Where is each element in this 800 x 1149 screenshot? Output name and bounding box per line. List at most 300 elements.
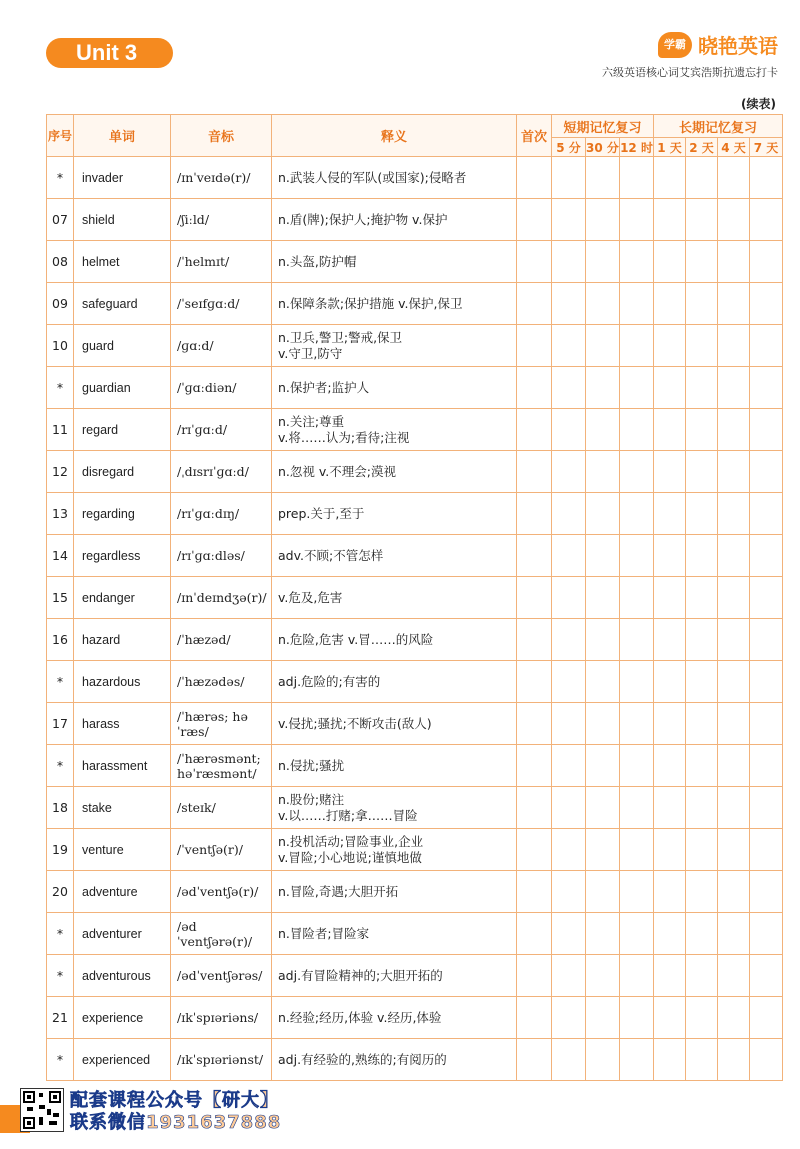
- row-seq: 11: [47, 409, 74, 451]
- check-2day[interactable]: [686, 493, 718, 535]
- check-30min[interactable]: [586, 577, 620, 619]
- check-4day[interactable]: [718, 325, 750, 367]
- check-7day[interactable]: [750, 535, 783, 577]
- check-2day[interactable]: [686, 955, 718, 997]
- table-row: [47, 199, 783, 241]
- table-row: [47, 619, 783, 661]
- check-first[interactable]: [517, 409, 552, 451]
- check-30min[interactable]: [586, 1039, 620, 1081]
- check-12h[interactable]: [620, 199, 654, 241]
- check-12h[interactable]: [620, 913, 654, 955]
- row-seq: *: [47, 367, 74, 409]
- check-5min[interactable]: [552, 745, 586, 787]
- check-12h[interactable]: [620, 367, 654, 409]
- check-first[interactable]: [517, 703, 552, 745]
- check-12h[interactable]: [620, 871, 654, 913]
- header-30min: 30 分: [586, 138, 620, 157]
- promo-line-2: 联系微信1931637888: [70, 1112, 282, 1133]
- check-4day[interactable]: [718, 661, 750, 703]
- table-row: [47, 997, 783, 1039]
- check-7day[interactable]: [750, 787, 783, 829]
- check-7day[interactable]: [750, 1039, 783, 1081]
- check-4day[interactable]: [718, 577, 750, 619]
- check-7day[interactable]: [750, 241, 783, 283]
- header-long-term: 长期记忆复习: [654, 115, 783, 138]
- check-1day[interactable]: [654, 325, 686, 367]
- table-row: [47, 409, 783, 451]
- row-seq: 20: [47, 871, 74, 913]
- check-4day[interactable]: [718, 871, 750, 913]
- check-1day[interactable]: [654, 577, 686, 619]
- check-5min[interactable]: [552, 199, 586, 241]
- check-first[interactable]: [517, 157, 552, 199]
- check-first[interactable]: [517, 325, 552, 367]
- check-first[interactable]: [517, 199, 552, 241]
- check-30min[interactable]: [586, 703, 620, 745]
- check-2day[interactable]: [686, 829, 718, 871]
- check-7day[interactable]: [750, 577, 783, 619]
- check-1day[interactable]: [654, 367, 686, 409]
- check-12h[interactable]: [620, 745, 654, 787]
- table-row: [47, 661, 783, 703]
- meaning-line: n.卫兵,警卫;警戒,保卫: [278, 329, 403, 345]
- row-meaning: [272, 157, 517, 199]
- check-1day[interactable]: [654, 661, 686, 703]
- header-first: 首次: [517, 115, 552, 157]
- row-meaning: [272, 871, 517, 913]
- table-row: [47, 913, 783, 955]
- check-first[interactable]: [517, 451, 552, 493]
- check-1day[interactable]: [654, 283, 686, 325]
- check-4day[interactable]: [718, 619, 750, 661]
- check-30min[interactable]: [586, 409, 620, 451]
- row-word: experienced: [74, 1039, 171, 1081]
- check-1day[interactable]: [654, 1039, 686, 1081]
- brand-name: 晓艳英语: [698, 34, 778, 58]
- row-phonetic: /ʃiːld/: [171, 199, 272, 241]
- table-row: [47, 871, 783, 913]
- row-word: guardian: [74, 367, 171, 409]
- header-word: 单词: [74, 115, 171, 157]
- check-2day[interactable]: [686, 703, 718, 745]
- check-2day[interactable]: [686, 745, 718, 787]
- check-2day[interactable]: [686, 871, 718, 913]
- check-5min[interactable]: [552, 619, 586, 661]
- promo-text: [70, 1090, 281, 1134]
- table-row: [47, 157, 783, 199]
- row-seq: 14: [47, 535, 74, 577]
- check-2day[interactable]: [686, 199, 718, 241]
- check-first[interactable]: [517, 745, 552, 787]
- check-2day[interactable]: [686, 409, 718, 451]
- check-7day[interactable]: [750, 157, 783, 199]
- row-seq: 21: [47, 997, 74, 1039]
- row-meaning: [272, 913, 517, 955]
- row-phonetic: /ˈventʃə(r)/: [171, 829, 272, 871]
- meaning-line: n.保障条款;保护措施 v.保护,保卫: [278, 295, 463, 311]
- brand: [658, 30, 778, 59]
- row-word: guard: [74, 325, 171, 367]
- check-12h[interactable]: [620, 157, 654, 199]
- row-word: disregard: [74, 451, 171, 493]
- check-5min[interactable]: [552, 829, 586, 871]
- check-4day[interactable]: [718, 367, 750, 409]
- row-word: helmet: [74, 241, 171, 283]
- check-2day[interactable]: [686, 913, 718, 955]
- check-2day[interactable]: [686, 283, 718, 325]
- check-5min[interactable]: [552, 325, 586, 367]
- row-seq: 16: [47, 619, 74, 661]
- row-phonetic: /rɪˈɡɑːdləs/: [171, 535, 272, 577]
- check-1day[interactable]: [654, 787, 686, 829]
- check-12h[interactable]: [620, 787, 654, 829]
- check-30min[interactable]: [586, 493, 620, 535]
- check-7day[interactable]: [750, 661, 783, 703]
- meaning-line: n.危险,危害 v.冒……的风险: [278, 631, 434, 647]
- row-meaning: [272, 493, 517, 535]
- check-1day[interactable]: [654, 619, 686, 661]
- check-12h[interactable]: [620, 661, 654, 703]
- row-seq: 15: [47, 577, 74, 619]
- check-7day[interactable]: [750, 493, 783, 535]
- meaning-line: n.忽视 v.不理会;漠视: [278, 463, 396, 479]
- check-2day[interactable]: [686, 325, 718, 367]
- check-30min[interactable]: [586, 787, 620, 829]
- check-12h[interactable]: [620, 577, 654, 619]
- table-row: [47, 955, 783, 997]
- check-first[interactable]: [517, 1039, 552, 1081]
- row-meaning: [272, 661, 517, 703]
- check-5min[interactable]: [552, 367, 586, 409]
- row-word: endanger: [74, 577, 171, 619]
- check-4day[interactable]: [718, 241, 750, 283]
- check-first[interactable]: [517, 871, 552, 913]
- check-2day[interactable]: [686, 157, 718, 199]
- check-30min[interactable]: [586, 619, 620, 661]
- row-seq: 13: [47, 493, 74, 535]
- row-phonetic: /ɪkˈspɪəriənst/: [171, 1039, 272, 1081]
- header-short-term: 短期记忆复习: [552, 115, 654, 138]
- check-first[interactable]: [517, 829, 552, 871]
- check-4day[interactable]: [718, 283, 750, 325]
- row-phonetic: /rɪˈɡɑːdɪŋ/: [171, 493, 272, 535]
- check-1day[interactable]: [654, 493, 686, 535]
- check-30min[interactable]: [586, 535, 620, 577]
- check-first[interactable]: [517, 241, 552, 283]
- check-7day[interactable]: [750, 619, 783, 661]
- check-4day[interactable]: [718, 955, 750, 997]
- row-phonetic: /ɡɑːd/: [171, 325, 272, 367]
- row-word: invader: [74, 157, 171, 199]
- check-first[interactable]: [517, 619, 552, 661]
- check-1day[interactable]: [654, 829, 686, 871]
- row-phonetic: /ˈhelmɪt/: [171, 241, 272, 283]
- check-7day[interactable]: [750, 451, 783, 493]
- row-seq: 18: [47, 787, 74, 829]
- meaning-line: prep.关于,至于: [278, 505, 365, 521]
- promo-line-1: 配套课程公众号【研大】: [70, 1090, 279, 1111]
- check-30min[interactable]: [586, 745, 620, 787]
- check-4day[interactable]: [718, 493, 750, 535]
- check-12h[interactable]: [620, 451, 654, 493]
- row-seq: *: [47, 745, 74, 787]
- check-30min[interactable]: [586, 283, 620, 325]
- table-row: [47, 493, 783, 535]
- check-2day[interactable]: [686, 661, 718, 703]
- row-meaning: [272, 745, 517, 787]
- check-12h[interactable]: [620, 493, 654, 535]
- check-first[interactable]: [517, 913, 552, 955]
- check-1day[interactable]: [654, 535, 686, 577]
- check-2day[interactable]: [686, 367, 718, 409]
- row-seq: *: [47, 955, 74, 997]
- check-1day[interactable]: [654, 157, 686, 199]
- check-1day[interactable]: [654, 913, 686, 955]
- check-4day[interactable]: [718, 829, 750, 871]
- meaning-line: n.盾(牌);保护人;掩护物 v.保护: [278, 211, 448, 227]
- check-12h[interactable]: [620, 409, 654, 451]
- row-seq: 12: [47, 451, 74, 493]
- meaning-line: v.侵扰;骚扰;不断攻击(敌人): [278, 715, 432, 731]
- check-1day[interactable]: [654, 451, 686, 493]
- check-7day[interactable]: [750, 409, 783, 451]
- check-7day[interactable]: [750, 745, 783, 787]
- check-5min[interactable]: [552, 451, 586, 493]
- meaning-line: n.关注;尊重: [278, 413, 345, 429]
- check-1day[interactable]: [654, 703, 686, 745]
- check-5min[interactable]: [552, 955, 586, 997]
- check-2day[interactable]: [686, 451, 718, 493]
- check-4day[interactable]: [718, 157, 750, 199]
- meaning-line: n.冒险者;冒险家: [278, 925, 370, 941]
- check-12h[interactable]: [620, 619, 654, 661]
- row-word: regarding: [74, 493, 171, 535]
- row-seq: *: [47, 1039, 74, 1081]
- meaning-line: n.投机活动;冒险事业,企业: [278, 833, 424, 849]
- check-5min[interactable]: [552, 283, 586, 325]
- row-phonetic: /ɪnˈdeɪndʒə(r)/: [171, 577, 272, 619]
- row-word: regard: [74, 409, 171, 451]
- check-5min[interactable]: [552, 913, 586, 955]
- check-first[interactable]: [517, 787, 552, 829]
- row-phonetic: /ədˈventʃərəs/: [171, 955, 272, 997]
- check-5min[interactable]: [552, 577, 586, 619]
- table-row: [47, 325, 783, 367]
- check-30min[interactable]: [586, 871, 620, 913]
- check-first[interactable]: [517, 283, 552, 325]
- row-meaning: [272, 577, 517, 619]
- header-5min: 5 分: [552, 138, 586, 157]
- check-1day[interactable]: [654, 871, 686, 913]
- row-phonetic: /ˈɡɑːdiən/: [171, 367, 272, 409]
- header-2day: 2 天: [686, 138, 718, 157]
- row-phonetic: /ˈseɪfɡɑːd/: [171, 283, 272, 325]
- meaning-line: n.头盔,防护帽: [278, 253, 357, 269]
- meaning-line: n.经验;经历,体验 v.经历,体验: [278, 1009, 442, 1025]
- check-5min[interactable]: [552, 1039, 586, 1081]
- check-2day[interactable]: [686, 241, 718, 283]
- row-meaning: [272, 955, 517, 997]
- check-12h[interactable]: [620, 997, 654, 1039]
- check-1day[interactable]: [654, 199, 686, 241]
- check-30min[interactable]: [586, 829, 620, 871]
- table-row: [47, 367, 783, 409]
- row-seq: *: [47, 913, 74, 955]
- check-5min[interactable]: [552, 493, 586, 535]
- check-4day[interactable]: [718, 703, 750, 745]
- header-1day: 1 天: [654, 138, 686, 157]
- check-30min[interactable]: [586, 955, 620, 997]
- check-7day[interactable]: [750, 283, 783, 325]
- check-1day[interactable]: [654, 955, 686, 997]
- check-12h[interactable]: [620, 241, 654, 283]
- check-4day[interactable]: [718, 913, 750, 955]
- row-word: safeguard: [74, 283, 171, 325]
- vocab-table-body: [47, 157, 783, 1081]
- check-30min[interactable]: [586, 661, 620, 703]
- row-phonetic: /ˈhærəsmənt; həˈræsmənt/: [171, 745, 272, 787]
- check-2day[interactable]: [686, 577, 718, 619]
- row-seq: 07: [47, 199, 74, 241]
- check-4day[interactable]: [718, 199, 750, 241]
- table-row: [47, 577, 783, 619]
- check-7day[interactable]: [750, 325, 783, 367]
- check-4day[interactable]: [718, 787, 750, 829]
- check-7day[interactable]: [750, 829, 783, 871]
- check-7day[interactable]: [750, 871, 783, 913]
- check-5min[interactable]: [552, 535, 586, 577]
- row-meaning: [272, 829, 517, 871]
- row-seq: *: [47, 157, 74, 199]
- check-4day[interactable]: [718, 1039, 750, 1081]
- meaning-line: n.冒险,奇遇;大胆开拓: [278, 883, 399, 899]
- check-30min[interactable]: [586, 367, 620, 409]
- check-12h[interactable]: [620, 325, 654, 367]
- check-first[interactable]: [517, 661, 552, 703]
- check-7day[interactable]: [750, 955, 783, 997]
- check-5min[interactable]: [552, 409, 586, 451]
- row-phonetic: /ɪkˈspɪəriəns/: [171, 997, 272, 1039]
- row-meaning: [272, 451, 517, 493]
- check-5min[interactable]: [552, 703, 586, 745]
- row-word: experience: [74, 997, 171, 1039]
- check-5min[interactable]: [552, 787, 586, 829]
- check-30min[interactable]: [586, 451, 620, 493]
- check-30min[interactable]: [586, 157, 620, 199]
- row-meaning: [272, 703, 517, 745]
- row-word: harassment: [74, 745, 171, 787]
- row-meaning: [272, 997, 517, 1039]
- page-subtitle: 六级英语核心词艾宾浩斯抗遗忘打卡: [602, 66, 778, 79]
- check-2day[interactable]: [686, 619, 718, 661]
- row-phonetic: /ədˈventʃərə(r)/: [171, 913, 272, 955]
- row-seq: 08: [47, 241, 74, 283]
- row-word: hazard: [74, 619, 171, 661]
- row-seq: *: [47, 661, 74, 703]
- check-first[interactable]: [517, 997, 552, 1039]
- check-1day[interactable]: [654, 409, 686, 451]
- meaning-line: adj.有经验的,熟练的;有阅历的: [278, 1051, 447, 1067]
- check-12h[interactable]: [620, 535, 654, 577]
- check-first[interactable]: [517, 367, 552, 409]
- header-seq: 序号: [47, 115, 74, 157]
- row-meaning: [272, 409, 517, 451]
- check-12h[interactable]: [620, 1039, 654, 1081]
- check-2day[interactable]: [686, 997, 718, 1039]
- row-seq: 09: [47, 283, 74, 325]
- check-1day[interactable]: [654, 997, 686, 1039]
- check-7day[interactable]: [750, 199, 783, 241]
- header-12h: 12 时: [620, 138, 654, 157]
- check-4day[interactable]: [718, 745, 750, 787]
- vocab-table: [46, 114, 783, 1081]
- check-first[interactable]: [517, 535, 552, 577]
- row-meaning: [272, 619, 517, 661]
- check-5min[interactable]: [552, 157, 586, 199]
- check-first[interactable]: [517, 577, 552, 619]
- qr-code-icon: [20, 1088, 64, 1132]
- check-2day[interactable]: [686, 535, 718, 577]
- row-meaning: [272, 241, 517, 283]
- check-4day[interactable]: [718, 451, 750, 493]
- row-seq: 17: [47, 703, 74, 745]
- check-12h[interactable]: [620, 955, 654, 997]
- check-7day[interactable]: [750, 703, 783, 745]
- table-row: [47, 787, 783, 829]
- check-1day[interactable]: [654, 745, 686, 787]
- table-row: [47, 745, 783, 787]
- table-row: [47, 829, 783, 871]
- check-30min[interactable]: [586, 325, 620, 367]
- table-row: [47, 1039, 783, 1081]
- row-phonetic: /ˌdɪsrɪˈɡɑːd/: [171, 451, 272, 493]
- check-5min[interactable]: [552, 661, 586, 703]
- check-first[interactable]: [517, 955, 552, 997]
- check-5min[interactable]: [552, 871, 586, 913]
- meaning-line: v.以……打赌;拿……冒险: [278, 807, 418, 823]
- check-2day[interactable]: [686, 787, 718, 829]
- check-30min[interactable]: [586, 241, 620, 283]
- check-12h[interactable]: [620, 829, 654, 871]
- check-12h[interactable]: [620, 283, 654, 325]
- check-7day[interactable]: [750, 997, 783, 1039]
- row-phonetic: /ˈhæzədəs/: [171, 661, 272, 703]
- meaning-line: n.侵扰;骚扰: [278, 757, 345, 773]
- check-30min[interactable]: [586, 199, 620, 241]
- check-7day[interactable]: [750, 913, 783, 955]
- check-12h[interactable]: [620, 703, 654, 745]
- check-5min[interactable]: [552, 997, 586, 1039]
- check-30min[interactable]: [586, 997, 620, 1039]
- check-1day[interactable]: [654, 241, 686, 283]
- table-row: [47, 535, 783, 577]
- check-4day[interactable]: [718, 409, 750, 451]
- row-word: hazardous: [74, 661, 171, 703]
- check-first[interactable]: [517, 493, 552, 535]
- header-4day: 4 天: [718, 138, 750, 157]
- check-7day[interactable]: [750, 367, 783, 409]
- meaning-line: adj.有冒险精神的;大胆开拓的: [278, 967, 443, 983]
- check-2day[interactable]: [686, 1039, 718, 1081]
- row-word: shield: [74, 199, 171, 241]
- check-30min[interactable]: [586, 913, 620, 955]
- row-meaning: [272, 787, 517, 829]
- check-4day[interactable]: [718, 997, 750, 1039]
- check-4day[interactable]: [718, 535, 750, 577]
- check-5min[interactable]: [552, 241, 586, 283]
- header-7day: 7 天: [750, 138, 783, 157]
- meaning-line: adj.危险的;有害的: [278, 673, 381, 689]
